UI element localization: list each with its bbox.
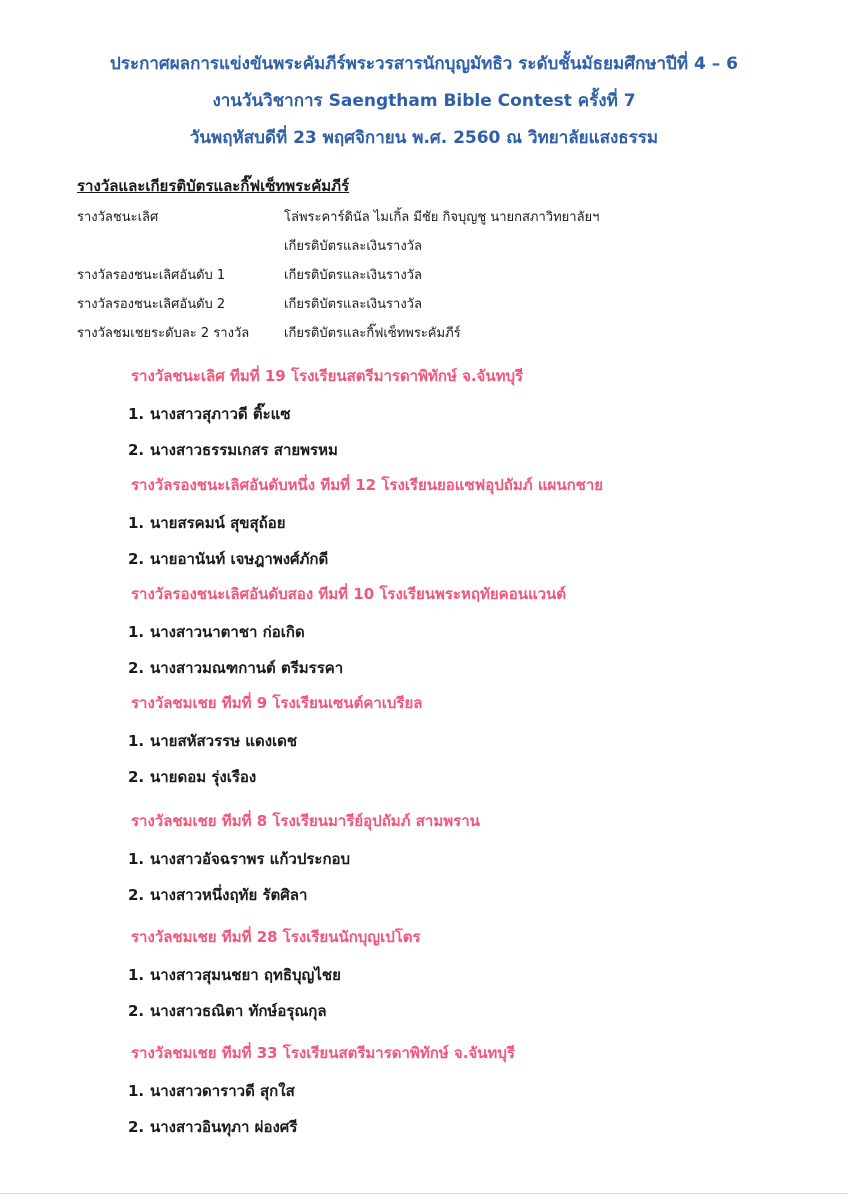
member-item (128, 957, 421, 993)
member-item (128, 993, 421, 1029)
member-name: นางสาวอัจฉราพร แก้วประกอบ (150, 850, 351, 868)
member-name: นายอานันท์ เจษฎาพงศ์ภักดี (150, 550, 329, 568)
member-list (128, 505, 603, 577)
member-name: นางสาวธณิตา ทักษ์อรุณกุล (150, 1002, 327, 1020)
member-list (128, 723, 422, 795)
member-list (128, 396, 523, 468)
member-number: 1. (128, 514, 145, 532)
member-item (128, 841, 480, 877)
member-name: นางสาวหนึ่งฤทัย รัตศิลา (150, 886, 308, 904)
member-number: 2. (128, 768, 145, 786)
result-title: รางวัลชมเชย ทีมที่ 33 โรงเรียนสตรีมารดาพิทักษ์ จ.จันทบุรี (131, 1044, 515, 1062)
member-number: 1. (128, 732, 145, 750)
member-list (128, 1073, 515, 1145)
award-label: รางวัลชมเชยระดับละ 2 รางวัล (77, 326, 250, 341)
member-number: 2. (128, 1118, 145, 1136)
award-desc: เกียรติบัตรและเงินรางวัล (284, 297, 422, 312)
member-number: 2. (128, 886, 145, 904)
award-desc: โล่พระคาร์ดินัล ไมเกิ้ล มีชัย กิจบุญชู นายกสภาวิทยาลัยฯ (284, 210, 600, 225)
award-desc: เกียรติบัตรและกิ๊ฟเซ็ทพระคัมภีร์ (284, 326, 461, 341)
member-item (128, 541, 603, 577)
header-title: ประกาศผลการแข่งขันพระคัมภีร์พระวรสารนักบุญมัทธิว ระดับชั้นมัธยมศึกษาปีที่ 4 – 6 (110, 54, 738, 74)
page-bottom-divider (0, 1193, 848, 1194)
member-number: 1. (128, 623, 145, 641)
member-name: นางสาวมณฑกานต์ ตรีมรรคา (150, 659, 344, 677)
member-number: 1. (128, 966, 145, 984)
announcement-header (0, 46, 848, 157)
member-name: นายดอม รุ่งเรือง (150, 768, 257, 786)
member-number: 1. (128, 1082, 145, 1100)
header-event: งานวันวิชาการ Saengtham Bible Contest ครั้งที่ 7 (212, 91, 636, 111)
member-name: นางสาวนาตาชา ก่อเกิด (150, 623, 305, 641)
member-number: 2. (128, 1002, 145, 1020)
member-item (128, 396, 523, 432)
award-desc: เกียรติบัตรและเงินรางวัล (284, 239, 422, 254)
member-name: นางสาวสุภาวดี ติ๊ะแซ (150, 405, 291, 423)
member-item (128, 614, 566, 650)
result-title: รางวัลชมเชย ทีมที่ 9 โรงเรียนเซนต์คาเบรียล (131, 694, 423, 712)
member-item (128, 877, 480, 913)
result-section (128, 809, 480, 913)
member-name: นายสหัสวรรษ แดงเดช (150, 732, 298, 750)
member-name: นางสาวธรรมเกสร สายพรหม (150, 441, 338, 459)
result-section (128, 925, 421, 1029)
member-item (128, 432, 523, 468)
member-number: 2. (128, 441, 145, 459)
member-number: 1. (128, 405, 145, 423)
member-number: 2. (128, 659, 145, 677)
member-number: 1. (128, 850, 145, 868)
award-label: รางวัลรองชนะเลิศอันดับ 1 (77, 268, 226, 283)
member-item (128, 1109, 515, 1145)
result-title: รางวัลชมเชย ทีมที่ 8 โรงเรียนมารีย์อุปถัมภ์ สามพราน (131, 812, 480, 830)
result-section (128, 691, 423, 795)
award-label: รางวัลรองชนะเลิศอันดับ 2 (77, 297, 226, 312)
member-item (128, 1073, 515, 1109)
result-title: รางวัลชมเชย ทีมที่ 28 โรงเรียนนักบุญเปโตร (131, 928, 421, 946)
member-number: 2. (128, 550, 145, 568)
member-list (128, 614, 566, 686)
member-name: นางสาวอินทุภา ผ่องศรี (150, 1118, 298, 1136)
result-title: รางวัลชนะเลิศ ทีมที่ 19 โรงเรียนสตรีมารดาพิทักษ์ จ.จันทบุรี (131, 367, 524, 385)
member-item (128, 723, 422, 759)
award-label: รางวัลชนะเลิศ (77, 210, 159, 225)
result-section (128, 1041, 515, 1145)
member-item (128, 505, 603, 541)
award-desc: เกียรติบัตรและเงินรางวัล (284, 268, 422, 283)
awards-heading: รางวัลและเกียรติบัตรและกิ๊ฟเซ็ทพระคัมภีร์ (77, 177, 350, 195)
member-list (128, 957, 421, 1029)
result-section (128, 473, 604, 577)
result-title: รางวัลรองชนะเลิศอันดับสอง ทีมที่ 10 โรงเรียนพระหฤทัยคอนแวนต์ (131, 585, 567, 603)
member-name: นางสาวสุมนชยา ฤทธิบุญไชย (150, 966, 341, 984)
result-title: รางวัลรองชนะเลิศอันดับหนึ่ง ทีมที่ 12 โรงเรียนยอแซฟอุปถัมภ์ แผนกชาย (131, 476, 604, 494)
header-date: วันพฤหัสบดีที่ 23 พฤศจิกายน พ.ศ. 2560 ณ วิทยาลัยแสงธรรม (189, 128, 659, 148)
member-item (128, 650, 566, 686)
result-section (128, 364, 524, 468)
result-section (128, 582, 567, 686)
member-name: นายสรคมน์ สุขสุถ้อย (150, 514, 286, 532)
member-name: นางสาวดาราวดี สุกใส (150, 1082, 295, 1100)
member-list (128, 841, 480, 913)
member-item (128, 759, 422, 795)
